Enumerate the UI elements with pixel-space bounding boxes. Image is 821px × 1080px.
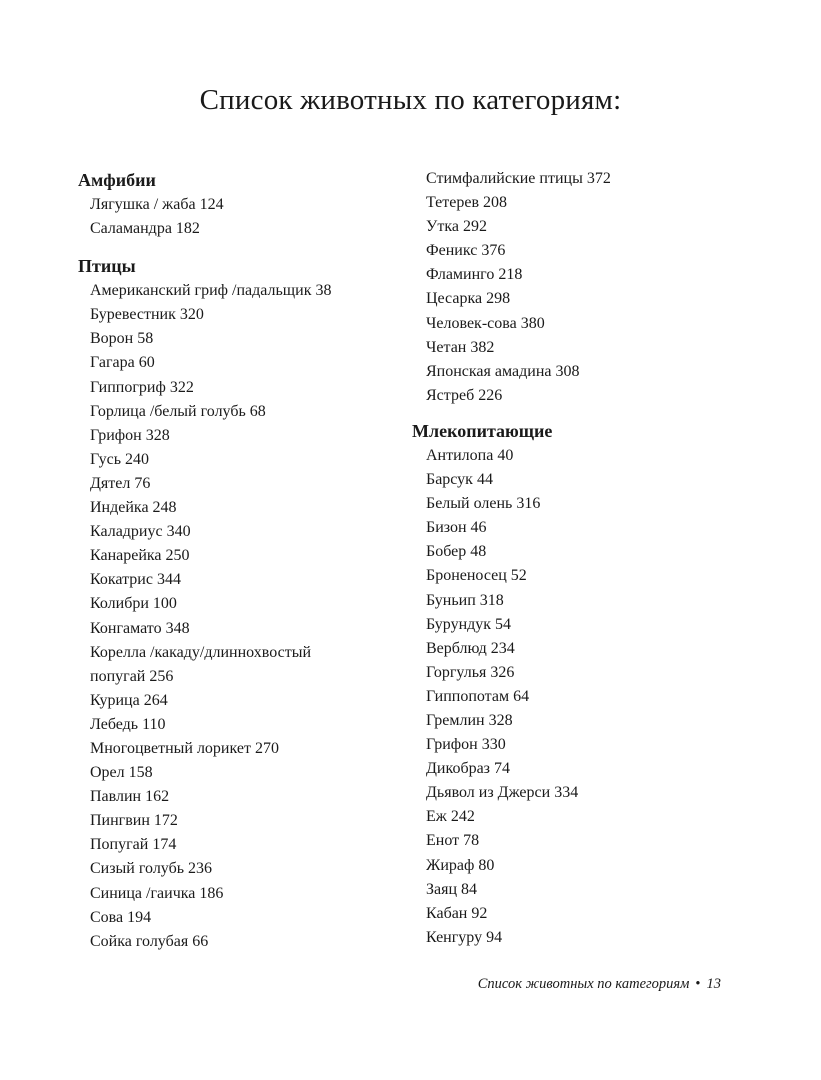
list-item: Бурундук 54: [426, 615, 512, 633]
footer-bullet: •: [695, 976, 701, 992]
page-number: 13: [706, 976, 721, 992]
list-item: Ворон 58: [90, 330, 154, 348]
list-item: Фламинго 218: [426, 266, 523, 284]
list-item: Гагара 60: [90, 354, 155, 372]
list-item: Гиппопотам 64: [426, 687, 530, 705]
list-item: Курица 264: [90, 691, 168, 709]
list-item: Феникс 376: [426, 242, 506, 260]
list-item: Индейка 248: [90, 499, 177, 517]
list-item: Человек-сова 380: [426, 314, 545, 332]
list-item: Стимфалийские птицы 372: [426, 170, 611, 187]
list-item: Утка 292: [426, 218, 487, 236]
list-item: Броненосец 52: [426, 567, 527, 585]
list-item: Японская амадина 308: [426, 362, 580, 380]
list-item: Еж 242: [426, 808, 475, 826]
category-heading-amphibians: Амфибии: [78, 170, 156, 190]
list-item: Гусь 240: [90, 450, 150, 468]
left-column: [78, 167, 378, 958]
list-item: Канарейка 250: [90, 547, 190, 565]
list-item: Тетерев 208: [426, 194, 508, 212]
list-item: Буревестник 320: [90, 306, 204, 324]
list-item: Кенгуру 94: [426, 928, 503, 946]
right-column: [412, 167, 732, 954]
list-item: Сизый голубь 236: [90, 860, 213, 878]
list-item: Жираф 80: [426, 856, 495, 874]
list-item: Многоцветный лорикет 270: [90, 739, 279, 757]
list-item: Верблюд 234: [426, 639, 515, 657]
category-heading-mammals: Млекопитающие: [412, 420, 553, 441]
list-item: Саламандра 182: [90, 220, 200, 238]
page-title: Список животных по категориям:: [199, 84, 622, 116]
list-item: Четан 382: [426, 338, 495, 356]
list-item: Кабан 92: [426, 904, 488, 922]
category-heading-birds: Птицы: [78, 256, 136, 277]
list-item: Сова 194: [90, 908, 152, 926]
list-item: Грифон 330: [426, 736, 506, 754]
list-item: Дятел 76: [90, 474, 151, 492]
list-item: Колибри 100: [90, 595, 177, 613]
list-item: Горгулья 326: [426, 663, 515, 681]
list-item: Кокатрис 344: [90, 571, 181, 589]
list-item: Бизон 46: [426, 519, 487, 537]
list-item: Лебедь 110: [90, 715, 166, 733]
list-item: Дьявол из Джерси 334: [426, 784, 579, 802]
running-footer-title: Список животных по категориям: [477, 976, 690, 992]
list-item: Горлица /белый голубь 68: [90, 402, 266, 420]
list-item: Орел 158: [90, 764, 153, 782]
list-item: Гремлин 328: [426, 711, 513, 729]
list-item: Бобер 48: [426, 543, 487, 561]
list-item: Антилопа 40: [426, 446, 514, 464]
list-item: Синица /гаичка 186: [90, 884, 224, 902]
amphibians-list: [78, 193, 378, 241]
list-item: Грифон 328: [90, 426, 170, 444]
list-item: Павлин 162: [90, 788, 170, 806]
page-footer: [478, 976, 721, 993]
list-item: Корелла /какаду/длиннохвостый попугай 256: [90, 643, 312, 685]
list-item: Гиппогриф 322: [90, 378, 194, 396]
list-item: Сойка голубая 66: [90, 932, 209, 950]
list-item: Цесарка 298: [426, 290, 511, 308]
list-item: Ястреб 226: [426, 386, 503, 404]
list-item: Конгамато 348: [90, 619, 190, 637]
list-item: Белый олень 316: [426, 495, 541, 513]
list-item: Буньип 318: [426, 591, 504, 609]
list-item: Дикобраз 74: [426, 760, 510, 778]
list-item: Барсук 44: [426, 471, 493, 489]
birds-list: [78, 279, 378, 954]
list-item: Каладриус 340: [90, 523, 191, 541]
birds-continued-list: [412, 167, 732, 408]
list-item: Заяц 84: [426, 880, 478, 898]
list-item: Енот 78: [426, 832, 480, 850]
mammals-list: [412, 444, 732, 950]
list-item: Попугай 174: [90, 836, 177, 854]
list-item: Лягушка / жаба 124: [90, 196, 224, 213]
list-item: Пингвин 172: [90, 812, 178, 830]
list-item: Американский гриф /падальщик 38: [90, 282, 332, 300]
